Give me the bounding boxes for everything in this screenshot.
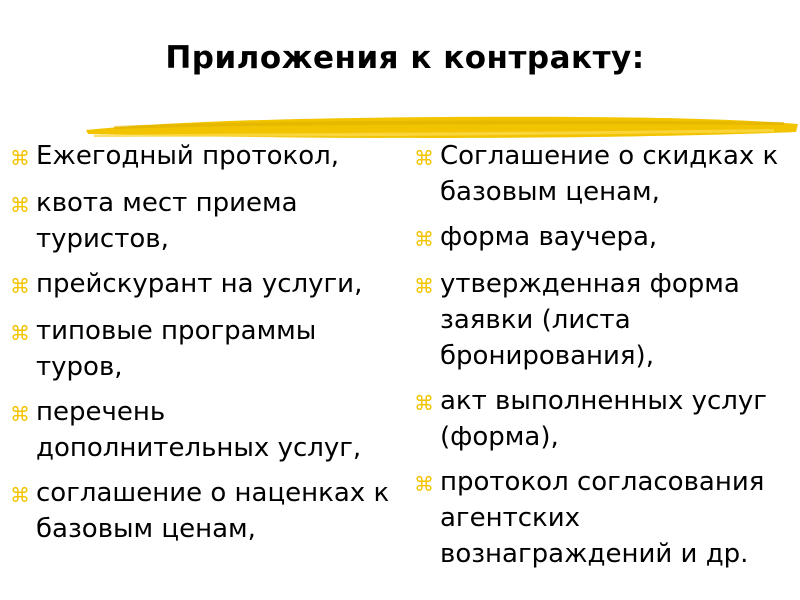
list-item-text: соглашение о наценках к базовым ценам, xyxy=(36,478,390,544)
list-item xyxy=(414,464,800,572)
list-item xyxy=(414,138,800,210)
command-key-icon: ⌘ xyxy=(10,321,30,345)
list-item xyxy=(414,383,800,455)
list-item-text: утвержденная форма заявки (листа бронирования), xyxy=(440,269,740,371)
list-item xyxy=(414,219,800,257)
right-list xyxy=(414,138,800,581)
command-key-icon: ⌘ xyxy=(10,193,30,217)
left-list xyxy=(10,138,390,556)
list-item xyxy=(10,475,390,547)
list-item-text: акт выполненных услуг (форма), xyxy=(440,386,767,452)
list-item-text: протокол согласования агентских вознаграждений и др. xyxy=(440,467,765,569)
page-title: Приложения к контракту: xyxy=(165,40,645,76)
command-key-icon: ⌘ xyxy=(414,391,434,415)
list-item-text: типовые программы туров, xyxy=(36,316,317,382)
list-item xyxy=(10,138,390,176)
list-item-text: перечень дополнительных услуг, xyxy=(36,397,362,463)
list-item xyxy=(10,266,390,304)
list-item-text: прейскурант на услуги, xyxy=(36,269,363,299)
command-key-icon: ⌘ xyxy=(10,402,30,426)
command-key-icon: ⌘ xyxy=(10,274,30,298)
command-key-icon: ⌘ xyxy=(414,472,434,496)
command-key-icon: ⌘ xyxy=(414,274,434,298)
list-item-text: Соглашение о скидках к базовым ценам, xyxy=(440,141,779,207)
command-key-icon: ⌘ xyxy=(414,227,434,251)
list-item-text: форма ваучера, xyxy=(440,222,658,252)
list-item xyxy=(10,313,390,385)
list-item-text: квота мест приема туристов, xyxy=(36,188,298,254)
list-item xyxy=(10,394,390,466)
list-item xyxy=(10,185,390,257)
list-item xyxy=(414,266,800,374)
command-key-icon: ⌘ xyxy=(10,146,30,170)
list-item-text: Ежегодный протокол, xyxy=(36,141,340,171)
command-key-icon: ⌘ xyxy=(10,483,30,507)
command-key-icon: ⌘ xyxy=(414,146,434,170)
